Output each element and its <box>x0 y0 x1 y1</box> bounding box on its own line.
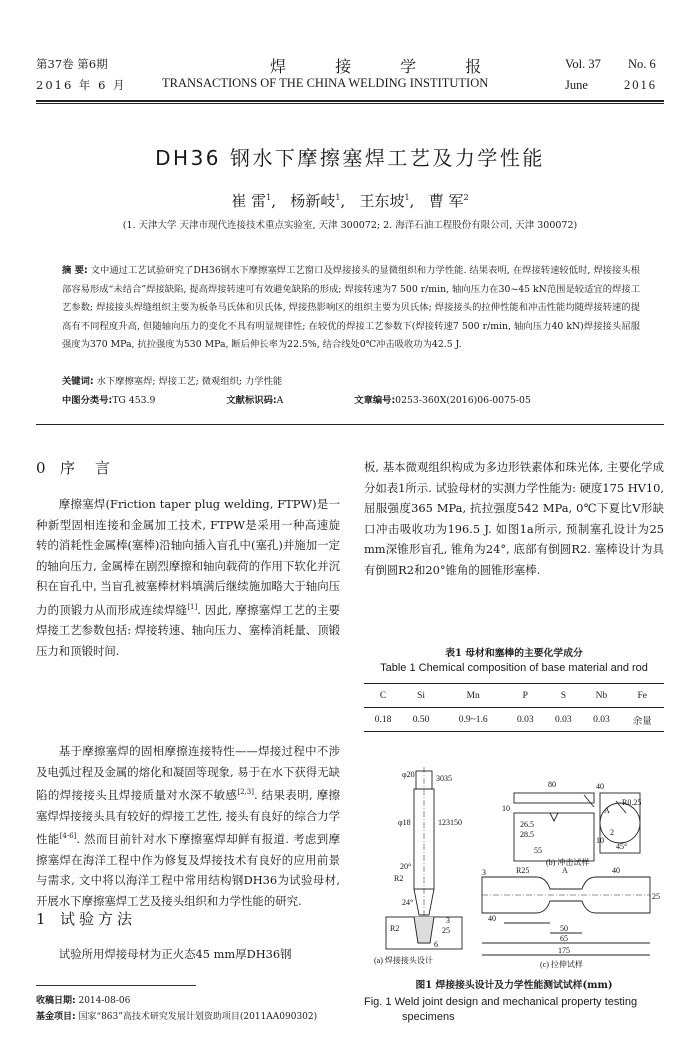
dim-label: 20° <box>400 862 412 871</box>
abstract <box>62 262 640 355</box>
intro-p2-mid: . 结果表明, 摩擦塞焊焊接接头具有较好的焊接工艺性, 接头有良好的综合力学性能 <box>36 787 340 846</box>
dim-label: 123 <box>438 818 450 827</box>
dim-label: 3 <box>446 916 450 925</box>
dim-label: 30 <box>436 774 444 783</box>
header-volume-cn: 第37卷 第6期 <box>36 57 108 71</box>
citation: [2,3] <box>237 788 254 797</box>
doc-value: A <box>276 395 284 406</box>
author-name: 曹 军 <box>428 192 464 210</box>
dim-label: 6 <box>434 940 438 949</box>
dim-label: 10 <box>596 836 604 845</box>
abstract-label: 摘 要: <box>62 265 88 276</box>
dim-label: 65 <box>560 934 568 943</box>
dim-label: 26.5 <box>520 820 534 829</box>
intro-paragraph-2 <box>36 741 340 911</box>
table-header-cell: P <box>522 690 528 701</box>
table-header-cell: Mn <box>466 690 480 701</box>
dim-label: 28.5 <box>520 830 534 839</box>
intro-p1-text: 摩擦塞焊(Friction taper plug welding, FTPW)是一种新型固相连接和金属加工技术, FTPW是采用一种高速旋转的消耗性金属棒(塞棒)沿轴向插入盲孔中(塞孔)并施加一定的轴向压力, 金属棒在剧烈摩擦和轴向载荷的作用下软化并沉积在盲孔中, 当盲孔被塞棒材料填满后继续施加略大于轴向压力的顶锻力从而形成连续焊缝 <box>36 497 340 617</box>
table-header-row <box>364 684 664 708</box>
dim-label: 40 <box>596 782 604 791</box>
header-journal-cn: 焊 接 学 报 <box>270 57 504 76</box>
dim-label: 25 <box>442 926 450 935</box>
footnote-received <box>36 995 130 1008</box>
doc-label: 文献标识码: <box>226 395 277 406</box>
dim-label: 45° <box>616 842 628 851</box>
dim-label: 150 <box>450 818 462 827</box>
dim-label: 2 <box>610 828 614 837</box>
intro-p1-tail: . 因此, 摩擦塞焊工艺的主要焊接工艺参数包括: 焊接转速、轴向压力、塞棒消耗量、顶锻压力和顶锻时间. <box>36 602 340 658</box>
intro-paragraph-1 <box>36 494 340 662</box>
header-rule-thin <box>36 103 664 104</box>
intro-p2-text: 基于摩擦塞焊的固相摩擦连接特性——焊接过程中不涉及电弧过程及金属的熔化和凝固等现象, 易于在水下获得无缺陷的焊接接头且焊接质量对水深不敏感 <box>36 744 340 802</box>
section-0-title: 序言 <box>60 459 131 477</box>
dim-label: 10 <box>502 804 510 813</box>
abstract-rule <box>36 424 664 425</box>
dim-label: R2 <box>394 874 404 883</box>
dim-label: 24° <box>402 898 414 907</box>
table-cell: 0.9~1.6 <box>458 714 488 725</box>
author-aff: 1 <box>266 193 272 202</box>
author-name: 杨新岐 <box>290 192 336 210</box>
fund-label: 基金项目: <box>36 1012 76 1022</box>
dim-label: φ18 <box>398 818 411 827</box>
section-1-heading <box>36 908 136 929</box>
header-date-cn: 2016 年 6 月 <box>36 78 127 92</box>
keywords-label: 关键词: <box>62 376 94 387</box>
figure-1-caption <box>364 978 664 1025</box>
figure-1-caption-en: Fig. 1 Weld joint design and mechanical property testing specimens <box>364 996 638 1023</box>
author-name: 崔 雷 <box>231 192 267 210</box>
table-1-caption <box>364 646 664 676</box>
footnote-rule <box>36 985 196 986</box>
header-rule <box>36 100 664 102</box>
table-cell: 0.03 <box>593 714 610 725</box>
keywords <box>62 373 282 387</box>
dim-label: 55 <box>534 846 542 855</box>
author-name: 王东坡 <box>359 192 405 210</box>
dim-label: R25 <box>516 866 530 875</box>
table-cell: 余量 <box>632 716 652 727</box>
article-label: 文章编号: <box>354 395 396 406</box>
affiliation: (1. 天津大学 天津市现代连接技术重点实验室, 天津 300072; 2. 海洋石油工程股份有限公司, 天津 300072) <box>122 220 578 231</box>
author-aff: 2 <box>463 193 469 202</box>
table-cell: 0.18 <box>374 714 392 725</box>
dim-label: A <box>562 866 568 875</box>
header-vol-en: Vol. 37 <box>565 57 601 71</box>
keywords-text: 水下摩擦塞焊; 焊接工艺; 微观组织; 力学性能 <box>96 376 283 387</box>
table-header-cell: Fe <box>637 690 647 701</box>
abstract-text: 文中通过工艺试验研究了DH36钢水下摩擦塞焊工艺窗口及焊接接头的显微组织和力学性能. 结果表明, 在焊接转速较低时, 焊接接头根部容易形成“未结合”焊接缺陷, 提高焊接转速可有效避免缺陷的形成; 焊接转速为7 500 r/min, 轴向压力在30~45 kN范围是较适宜的焊接工艺参数; 焊接接头焊缝组织主要为板条马氏体和贝氏体, 焊接热影响区的组织主要为贝氏体; 焊接接头的拉伸性能和冲击性能均随焊接转速的提高有不同程度升高, 但随轴向压力的变化不具有明显规律性; 在较优的焊接工艺参数下(焊接转速7 500 r/min, 轴向压力40 kN)焊接接头屈服强度为370 MPa, 抗拉强度为530 MPa, 断后伸长率为22.5%, 结合线处0℃冲击吸收功为42.5 J. <box>62 265 640 351</box>
tensile-specimen-drawing <box>482 877 650 955</box>
table-cell: 0.03 <box>516 714 534 725</box>
table-header-cell: Nb <box>595 690 608 701</box>
section-1-number: 1 <box>36 910 46 928</box>
table-cell: 0.50 <box>412 714 430 725</box>
received-label: 收稿日期: <box>36 996 76 1006</box>
intro-p2-tail: . 然而目前针对水下摩擦塞焊却鲜有报道. 考虑到摩擦塞焊在海洋工程中作为修复及焊接技术有良好的应用前景与需求, 文中将以海洋工程中常用结构钢DH36为试验母材, 开展水下摩擦塞焊工艺及接头组织和力学性能的研究. <box>36 831 340 908</box>
table-header-cell: Si <box>417 690 426 701</box>
dim-label: 80 <box>548 780 556 789</box>
weld-joint-drawing <box>386 767 462 949</box>
methods-paragraph: 试验所用焊接母材为正火态45 mm厚DH36钢 <box>58 947 292 961</box>
figure-1-drawing <box>364 765 664 973</box>
subfig-a-label: (a) 焊接接头设计 <box>374 956 433 965</box>
subfig-b-label: (b) 冲击试样 <box>546 858 590 867</box>
table-header-cell: C <box>379 690 387 701</box>
table-1-caption-en: Table 1 Chemical composition of base material and rod <box>380 662 648 674</box>
dim-label: φ20 <box>402 770 415 779</box>
dim-label: 35 <box>444 774 452 783</box>
table-row <box>364 708 664 732</box>
header-journal-en: TRANSACTIONS OF THE CHINA WELDING INSTITUTION <box>162 76 489 90</box>
figure-1-caption-cn: 图1 焊接接头设计及力学性能测试试样(mm) <box>415 980 613 991</box>
clc-value: TG 453.9 <box>112 395 156 406</box>
header-month-en: June <box>565 78 588 92</box>
table-header-cell: S <box>560 690 566 701</box>
section-1-title: 试验方法 <box>60 910 137 928</box>
section-0-heading <box>36 457 130 478</box>
dim-label: 50 <box>560 924 568 933</box>
dim-label: 175 <box>558 946 570 955</box>
table-cell: 0.03 <box>555 714 572 725</box>
dim-label: A <box>604 806 610 815</box>
classification <box>62 392 599 406</box>
citation: [4-6] <box>59 832 77 841</box>
article-value: 0253-360X(2016)06-0075-05 <box>395 395 531 406</box>
author-aff: 1 <box>335 193 341 202</box>
header-year-en: 2016 <box>624 78 657 92</box>
footnote-fund <box>36 1011 317 1024</box>
header-no-en: No. 6 <box>628 57 656 71</box>
citation: [1] <box>187 602 198 611</box>
author-list: 崔 雷$^1$, 杨新岐$^1$, 王东坡$^1$, 曹 军$^2$ <box>231 192 469 210</box>
paper-title: DH36 钢水下摩擦塞焊工艺及力学性能 <box>155 146 545 170</box>
composition-table <box>364 683 664 732</box>
subfig-c-label: (c) 拉伸试样 <box>540 960 583 969</box>
section-0-number: 0 <box>36 459 46 477</box>
author-aff: 1 <box>404 193 410 202</box>
clc-label: 中图分类号: <box>62 395 113 406</box>
fund-value: 国家“863”高技术研究发展计划资助项目(2011AA090302) <box>78 1012 318 1022</box>
dim-label: R0.25 <box>622 798 642 807</box>
dim-label: 40 <box>612 866 620 875</box>
dim-label: 40 <box>488 914 496 923</box>
dim-label: 25 <box>652 892 660 901</box>
dim-label: 3 <box>482 868 486 877</box>
dim-label: R2 <box>390 924 400 933</box>
received-value: 2014-08-06 <box>78 996 131 1006</box>
table-1-caption-cn: 表1 母材和塞棒的主要化学成分 <box>445 648 583 659</box>
right-paragraph-1: 板, 基本微观组织构成为多边形铁素体和珠光体, 主要化学成分如表1所示. 试验母材的实测力学性能为: 硬度175 HV10, 屈服强度365 MPa, 抗拉强度542 MPa, 0℃下夏比V形缺口冲击吸收功为196.5 J. 如图1a所示, 预制塞孔设计为25 mm深锥形盲孔, 锥角为24°, 底部有倒圆R2. 塞棒设计为具有倒圆R2和20°锥角的圆锥形塞棒. <box>364 460 665 577</box>
